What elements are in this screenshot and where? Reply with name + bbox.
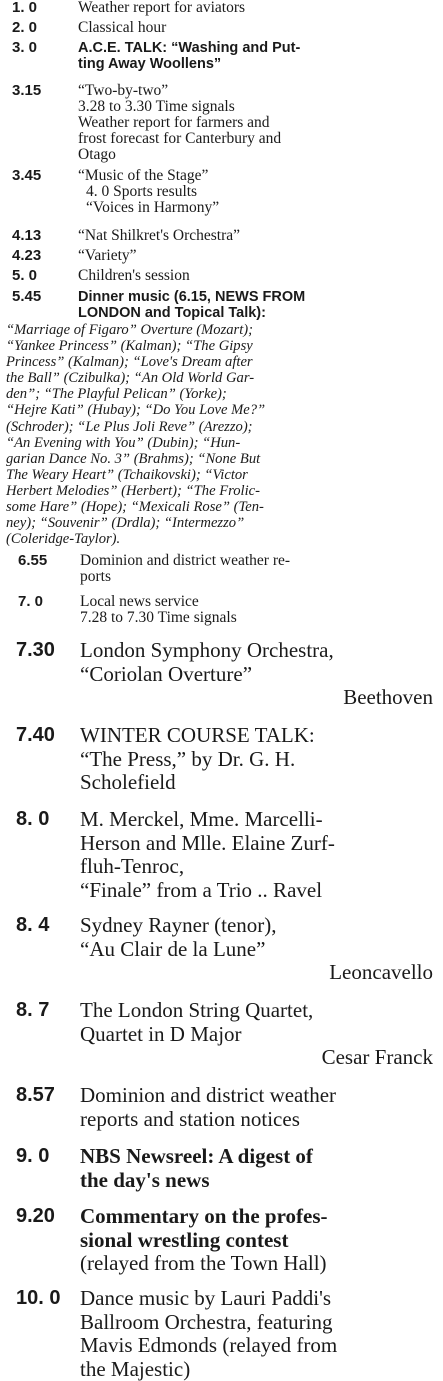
entry-line: (relayed from the Town Hall)	[80, 1252, 437, 1276]
programme-entry-8-0	[16, 808, 437, 902]
dinner-line: ney); “Souvenir” (Drdla); “Intermezzo”	[6, 515, 438, 531]
entry-line: Quartet in D Major	[80, 1023, 437, 1047]
sports-results-note: 4. 0 Sports results	[78, 184, 437, 200]
programme-entry-8-57	[16, 1084, 437, 1131]
entry-line: The London String Quartet,	[80, 999, 437, 1023]
dinner-line: Herbert Melodies” (Herbert); “The Frolic-	[6, 483, 438, 499]
programme-entry-8-4	[16, 914, 437, 985]
entry-time: 3. 0	[12, 40, 74, 56]
entry-line: “Voices in Harmony”	[78, 200, 437, 216]
entry-title: Classical hour	[78, 20, 437, 36]
programme-entry-7-40	[16, 724, 437, 795]
entry-line: M. Merckel, Mme. Marcelli-	[80, 808, 437, 832]
programme-entry-7-0-news	[18, 594, 437, 626]
entry-line: Weather report for farmers and	[78, 115, 437, 131]
entry-time: 8. 4	[16, 914, 80, 938]
entry-line: frost forecast for Canterbury and	[78, 131, 437, 147]
programme-entry-6-55	[18, 553, 437, 585]
dinner-line: “Marriage of Figaro” Overture (Mozart);	[6, 322, 438, 338]
entry-time: 3.15	[12, 83, 74, 99]
entry-time: 9. 0	[16, 1145, 80, 1169]
dinner-line: garian Dance No. 3” (Brahms); “None But	[6, 451, 438, 467]
programme-entry-3-0	[12, 40, 437, 72]
entry-time: 7.30	[16, 639, 80, 663]
entry-line: London Symphony Orchestra,	[80, 639, 437, 663]
entry-line: Sydney Rayner (tenor),	[80, 914, 437, 938]
entry-title: “Nat Shilkret's Orchestra”	[78, 228, 437, 244]
entry-time: 8. 0	[16, 808, 80, 832]
dinner-line: Princess” (Kalman); “Love's Dream after	[6, 354, 438, 370]
programme-entry-5-45	[12, 289, 437, 321]
entry-line: Local news service	[80, 594, 437, 610]
entry-line: sional wrestling contest	[80, 1229, 437, 1253]
entry-title: “Variety”	[78, 248, 437, 264]
dinner-line: the Ball” (Czibulka); “An Old World Gar-	[6, 370, 438, 386]
dinner-line: “An Evening with You” (Dubin); “Hun-	[6, 435, 438, 451]
programme-entry-3-15	[12, 83, 437, 163]
entry-time: 9.20	[16, 1205, 80, 1229]
entry-line: Herson and Mlle. Elaine Zurf-	[80, 832, 437, 856]
entry-time: 4.23	[12, 248, 74, 264]
programme-entry-1-0	[12, 0, 437, 16]
entry-time: 6.55	[18, 553, 80, 569]
time-signals-note: 3.28 to 3.30 Time signals	[78, 99, 437, 115]
entry-line: “The Press,” by Dr. G. H.	[80, 748, 437, 772]
programme-entry-5-0	[12, 268, 437, 284]
entry-time: 10. 0	[16, 1287, 80, 1311]
entry-time: 7. 0	[18, 594, 80, 610]
entry-line: “Finale” from a Trio .. Ravel	[80, 879, 437, 903]
entry-line: “Au Clair de la Lune”	[80, 938, 437, 962]
entry-line: Scholefield	[80, 771, 437, 795]
composer-credit: Cesar Franck	[80, 1046, 437, 1070]
entry-line: Otago	[78, 147, 437, 163]
dinner-line: “Yankee Princess” (Kalman); “The Gipsy	[6, 338, 438, 354]
programme-entry-9-20	[16, 1205, 437, 1276]
entry-line: “Music of the Stage”	[78, 168, 437, 184]
entry-line: A.C.E. TALK: “Washing and Put-	[78, 40, 437, 56]
programme-entry-4-13	[12, 228, 437, 244]
entry-line: Dinner music (6.15, NEWS FROM	[78, 289, 437, 305]
entry-time: 4.13	[12, 228, 74, 244]
entry-time: 1. 0	[12, 0, 74, 16]
entry-line: ting Away Woollens”	[78, 56, 437, 72]
programme-entry-3-45	[12, 168, 437, 216]
entry-line: reports and station notices	[80, 1108, 437, 1132]
programme-entry-8-7	[16, 999, 437, 1070]
programme-entry-7-30	[16, 639, 437, 710]
dinner-music-list	[6, 322, 438, 547]
entry-line: LONDON and Topical Talk):	[78, 305, 437, 321]
programme-entry-2-0	[12, 20, 437, 36]
entry-line: Commentary on the profes-	[80, 1205, 437, 1229]
entry-line: WINTER COURSE TALK:	[80, 724, 437, 748]
entry-line: ports	[80, 569, 437, 585]
entry-time: 5. 0	[12, 268, 74, 284]
entry-line: Dominion and district weather re-	[80, 553, 437, 569]
entry-line: fluh-Tenroc,	[80, 855, 437, 879]
entry-title: Children's session	[78, 268, 437, 284]
dinner-line: some Hare” (Hope); “Mexicali Rose” (Ten-	[6, 499, 438, 515]
entry-line: Mavis Edmonds (relayed from	[80, 1334, 437, 1358]
entry-line: the Majestic)	[80, 1358, 437, 1381]
entry-time: 7.40	[16, 724, 80, 748]
entry-line: Ballroom Orchestra, featuring	[80, 1311, 437, 1335]
entry-time: 3.45	[12, 168, 74, 184]
entry-line: NBS Newsreel: A digest of	[80, 1145, 437, 1169]
entry-line: “Coriolan Overture”	[80, 663, 437, 687]
dinner-line: (Schroder); “Le Plus Joli Reve” (Arezzo);	[6, 419, 438, 435]
entry-time: 8.57	[16, 1084, 80, 1108]
composer-credit: Leoncavello	[80, 961, 437, 985]
entry-time: 2. 0	[12, 20, 74, 36]
programme-entry-4-23	[12, 248, 437, 264]
entry-line: “Two-by-two”	[78, 83, 437, 99]
entry-title: Weather report for aviators	[78, 0, 437, 16]
programme-entry-9-0	[16, 1145, 437, 1192]
time-signals-note: 7.28 to 7.30 Time signals	[80, 610, 437, 626]
entry-line: the day's news	[80, 1169, 437, 1193]
dinner-line: The Weary Heart” (Tchaikovski); “Victor	[6, 467, 438, 483]
programme-entry-10-0	[16, 1287, 437, 1381]
dinner-line: “Hejre Kati” (Hubay); “Do You Love Me?”	[6, 402, 438, 418]
dinner-line: (Coleridge-Taylor).	[6, 531, 438, 547]
entry-time: 5.45	[12, 289, 74, 305]
composer-credit: Beethoven	[80, 686, 437, 710]
entry-time: 8. 7	[16, 999, 80, 1023]
entry-line: Dance music by Lauri Paddi's	[80, 1287, 437, 1311]
dinner-line: den”; “The Playful Pelican” (Yorke);	[6, 386, 438, 402]
entry-line: Dominion and district weather	[80, 1084, 437, 1108]
